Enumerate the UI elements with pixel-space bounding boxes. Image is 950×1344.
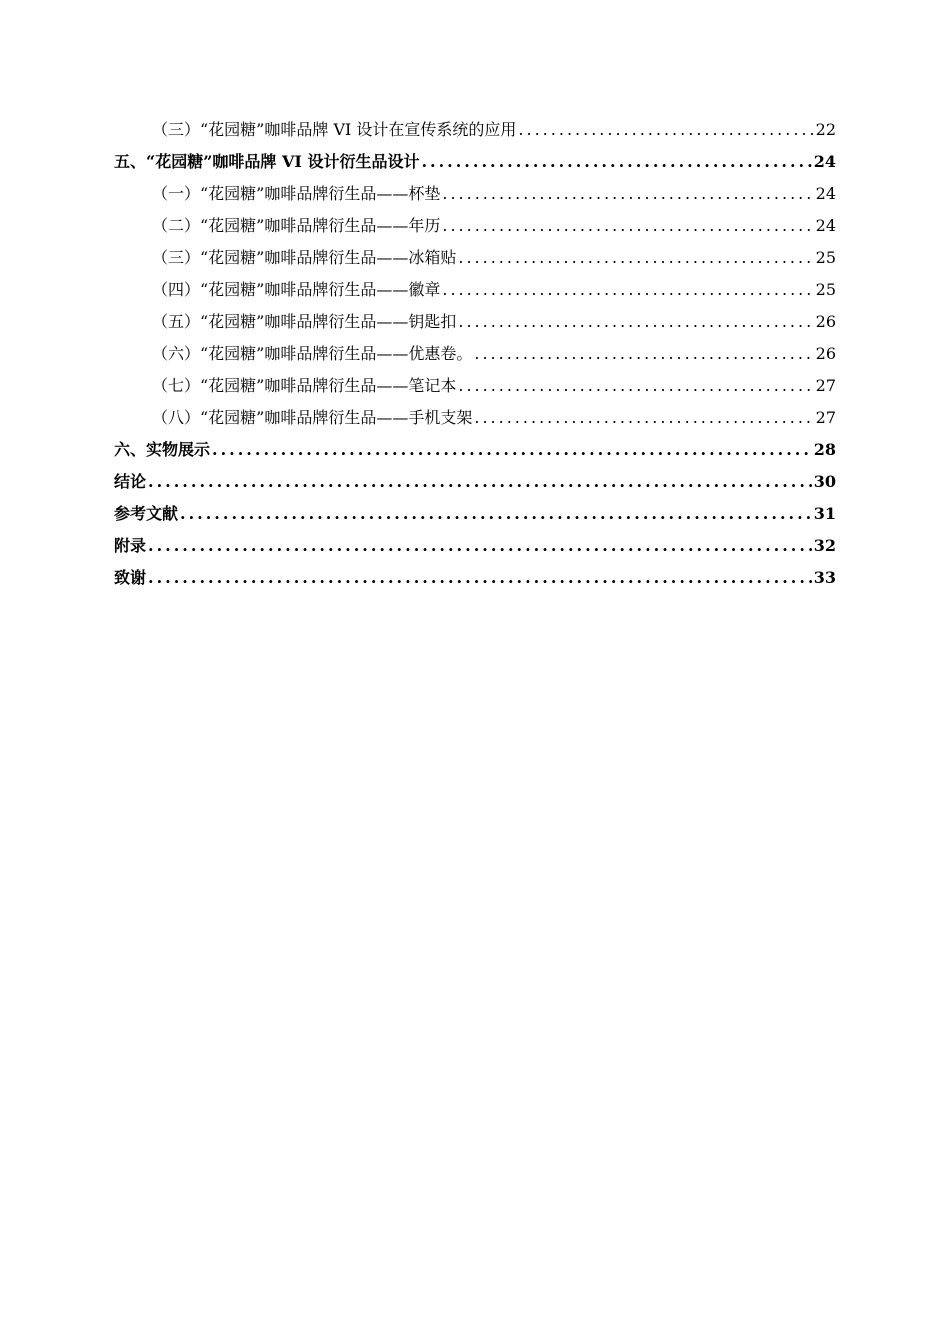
toc-entry[interactable] bbox=[114, 306, 836, 338]
toc-entry-page: 25 bbox=[815, 248, 836, 267]
toc-entry-title: 结论 bbox=[114, 472, 147, 491]
toc-entry-title: （三）“花园糖”咖啡品牌 VI 设计在宣传系统的应用 bbox=[152, 120, 517, 139]
toc-entry[interactable] bbox=[114, 242, 836, 274]
toc-dot-leader bbox=[180, 498, 812, 530]
toc-entry[interactable] bbox=[114, 370, 836, 402]
toc-entry-page: 26 bbox=[815, 312, 836, 331]
toc-entry-title: 六、实物展示 bbox=[114, 440, 211, 459]
toc-dot-leader bbox=[458, 242, 813, 274]
toc-entry[interactable] bbox=[114, 466, 836, 498]
toc-entry[interactable] bbox=[114, 434, 836, 466]
toc-dot-leader bbox=[148, 466, 812, 498]
toc-entry-title: 参考文献 bbox=[114, 504, 179, 523]
toc-entry-page: 24 bbox=[813, 152, 836, 171]
toc-entry-title: 附录 bbox=[114, 536, 147, 555]
toc-dot-leader bbox=[148, 562, 812, 594]
toc-entry-page: 26 bbox=[815, 344, 836, 363]
toc-entry-title: （五）“花园糖”咖啡品牌衍生品——钥匙扣 bbox=[152, 312, 457, 331]
toc-entry[interactable] bbox=[114, 402, 836, 434]
toc-dot-leader bbox=[518, 114, 813, 146]
toc-entry-page: 30 bbox=[813, 472, 836, 491]
toc-entry-title: （二）“花园糖”咖啡品牌衍生品——年历 bbox=[152, 216, 441, 235]
toc-entry-page: 24 bbox=[815, 184, 836, 203]
toc-entry-page: 27 bbox=[815, 408, 836, 427]
toc-dot-leader bbox=[442, 210, 813, 242]
toc-entry[interactable] bbox=[114, 530, 836, 562]
toc-entry[interactable] bbox=[114, 178, 836, 210]
toc-dot-leader bbox=[212, 434, 812, 466]
toc-entry[interactable] bbox=[114, 562, 836, 594]
table-of-contents bbox=[114, 114, 836, 594]
toc-entry-title: （一）“花园糖”咖啡品牌衍生品——杯垫 bbox=[152, 184, 441, 203]
toc-entry-title: （三）“花园糖”咖啡品牌衍生品——冰箱贴 bbox=[152, 248, 457, 267]
toc-dot-leader bbox=[474, 402, 813, 434]
toc-dot-leader bbox=[442, 274, 813, 306]
toc-dot-leader bbox=[421, 146, 811, 178]
toc-entry-title: （七）“花园糖”咖啡品牌衍生品——笔记本 bbox=[152, 376, 457, 395]
toc-entry[interactable] bbox=[114, 210, 836, 242]
toc-entry-page: 22 bbox=[815, 120, 836, 139]
toc-entry-page: 24 bbox=[815, 216, 836, 235]
toc-entry-page: 32 bbox=[813, 536, 836, 555]
toc-entry[interactable] bbox=[114, 498, 836, 530]
toc-entry-page: 31 bbox=[813, 504, 836, 523]
toc-dot-leader bbox=[458, 306, 813, 338]
toc-entry-page: 25 bbox=[815, 280, 836, 299]
toc-entry-title: （四）“花园糖”咖啡品牌衍生品——徽章 bbox=[152, 280, 441, 299]
toc-entry-title: （六）“花园糖”咖啡品牌衍生品——优惠卷。 bbox=[152, 344, 473, 363]
toc-entry[interactable] bbox=[114, 114, 836, 146]
toc-entry-page: 33 bbox=[813, 568, 836, 587]
toc-entry[interactable] bbox=[114, 146, 836, 178]
toc-dot-leader bbox=[148, 530, 812, 562]
toc-entry-page: 27 bbox=[815, 376, 836, 395]
toc-dot-leader bbox=[458, 370, 813, 402]
toc-entry-title: 五、“花园糖”咖啡品牌 VI 设计衍生品设计 bbox=[114, 152, 420, 171]
toc-dot-leader bbox=[474, 338, 813, 370]
toc-entry[interactable] bbox=[114, 274, 836, 306]
toc-entry-title: 致谢 bbox=[114, 568, 147, 587]
toc-entry-page: 28 bbox=[813, 440, 836, 459]
toc-entry-title: （八）“花园糖”咖啡品牌衍生品——手机支架 bbox=[152, 408, 473, 427]
toc-dot-leader bbox=[442, 178, 813, 210]
toc-entry[interactable] bbox=[114, 338, 836, 370]
